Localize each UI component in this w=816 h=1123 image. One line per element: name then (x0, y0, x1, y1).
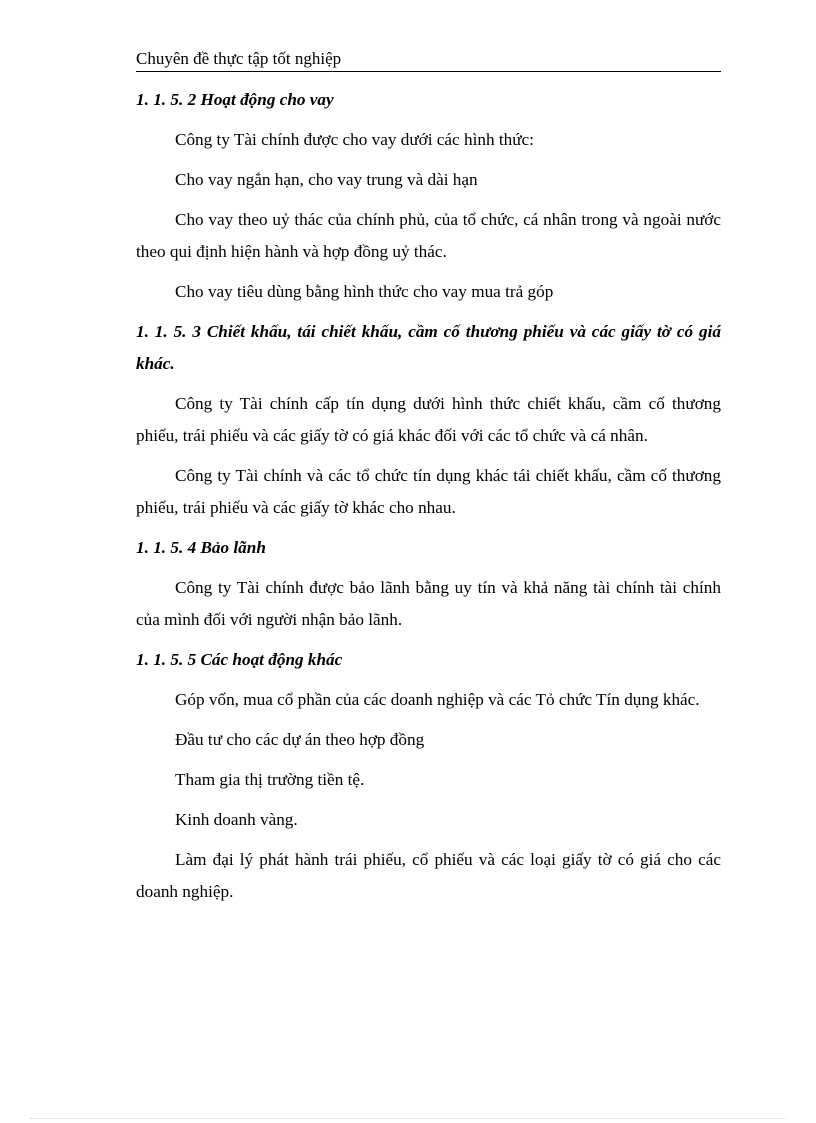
section-heading-1-1-5-4: 1. 1. 5. 4 Bảo lãnh (136, 538, 266, 557)
paragraph: Tham gia thị trường tiền tệ. (175, 770, 365, 789)
paragraph: Cho vay tiêu dùng bằng hình thức cho vay mua trả góp (175, 282, 554, 301)
header-title: Chuyên đề thực tập tốt nghiệp (136, 49, 342, 68)
section-heading-1-1-5-5: 1. 1. 5. 5 Các hoạt động khác (136, 650, 343, 669)
page-bottom-divider (30, 1118, 786, 1119)
section-heading-1-1-5-2: 1. 1. 5. 2 Hoạt động cho vay (136, 90, 334, 109)
paragraph: Kinh doanh vàng. (175, 810, 298, 829)
paragraph: Làm đại lý phát hành trái phiếu, cổ phiếu và các loại giấy tờ có giá cho các doanh nghiệp. (136, 850, 721, 901)
paragraph: Góp vốn, mua cổ phần của các doanh nghiệp và các Tỏ chức Tín dụng khác. (175, 690, 700, 709)
paragraph: Công ty Tài chính được bảo lãnh bằng uy tín và khả năng tài chính tài chính của mình đối với người nhận bảo lãnh. (136, 578, 721, 629)
paragraph: Cho vay ngắn hạn, cho vay trung và dài hạn (175, 170, 478, 189)
paragraph: Công ty Tài chính và các tổ chức tín dụng khác tái chiết khấu, cầm cố thương phiếu, trái phiếu và các giấy tờ khác cho nhau. (136, 466, 721, 517)
paragraph: Đầu tư cho các dự án theo hợp đồng (175, 730, 425, 749)
paragraph: Cho vay theo uỷ thác của chính phủ, của tổ chức, cá nhân trong và ngoài nước theo qui định hiện hành và hợp đồng uỷ thác. (136, 210, 721, 261)
section-heading-1-1-5-3: 1. 1. 5. 3 Chiết khấu, tái chiết khấu, cầm cố thương phiếu và các giấy tờ có giá khác. (136, 322, 721, 373)
document-body (136, 84, 721, 916)
paragraph: Công ty Tài chính được cho vay dưới các hình thức: (175, 130, 534, 149)
paragraph: Công ty Tài chính cấp tín dụng dưới hình thức chiết khấu, cầm cố thương phiếu, trái phiếu và các giấy tờ có giá khác đối với các tổ chức và cá nhân. (136, 394, 721, 445)
page-header (136, 48, 721, 72)
